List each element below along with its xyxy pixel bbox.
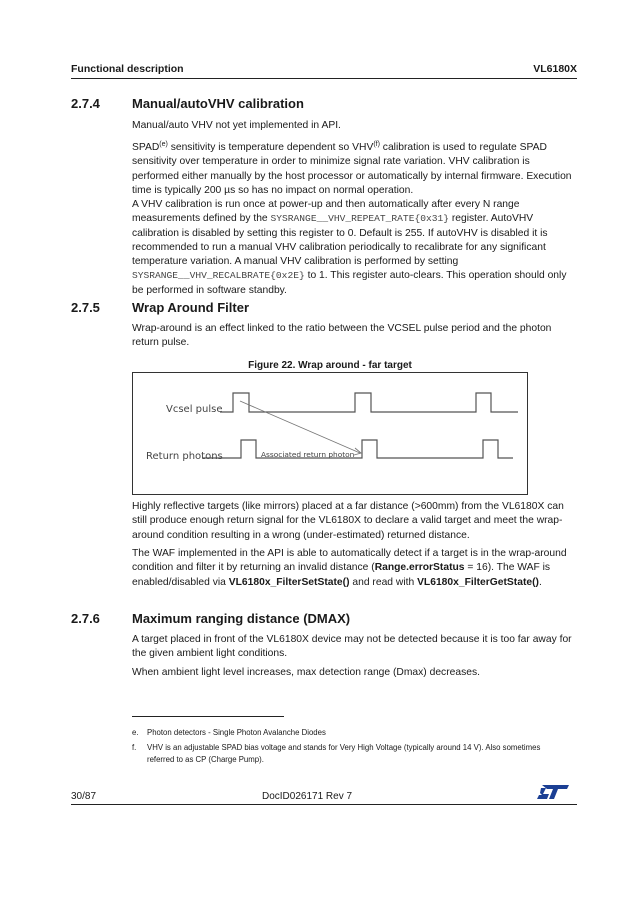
text-run: = 16). The WAF is enabled/disabled via bbox=[132, 562, 551, 588]
footnote-mark: f. bbox=[132, 743, 137, 752]
paragraph bbox=[132, 666, 572, 680]
running-header-section: Functional description bbox=[71, 63, 184, 75]
text-run: The WAF implemented in the API is able to automatically detect if a target is in the wrap-around condition and filter it by returning an invalid distance ( bbox=[132, 548, 567, 574]
return-photons-trace bbox=[202, 440, 513, 458]
text-run: to 1. This register auto-clears. This operation should only be performed in software standby. bbox=[132, 270, 567, 296]
section-title: Wrap Around Filter bbox=[132, 300, 249, 315]
footnote-rule bbox=[132, 716, 284, 717]
vcsel-label: Vcsel pulse bbox=[166, 404, 223, 415]
text-run: register. AutoVHV calibration is disabled by setting this register to 0. Default is 255. If autoVHV is disabled it is recommended to run a manual VHV calibration periodically to recalibrate for any significant temperature variation. A manual VHV calibration is performed by setting bbox=[132, 213, 548, 268]
register-name: SYSRANGE__VHV_RECALBRATE{0x2E} bbox=[132, 270, 305, 282]
footnote-ref-f[interactable]: (f) bbox=[373, 141, 380, 148]
figure-caption: Figure 22. Wrap around - far target bbox=[248, 360, 412, 371]
wrap-around-diagram bbox=[132, 372, 528, 495]
section-number: 2.7.6 bbox=[71, 611, 100, 626]
doc-id: DocID026171 Rev 7 bbox=[262, 791, 353, 802]
st-logo-icon bbox=[536, 784, 570, 800]
text-run: calibration is used to regulate SPAD sensitivity over temperature in order to minimize signal rate variation. VHV calibration is performed either manually by the host processor or automatically by internal firmware. Execution time is typically 200 µs so has no impact on normal operation. bbox=[132, 142, 572, 196]
paragraph-text: A target placed in front of the VL6180X device may not be detected because it is too far away for the given ambient light conditions. bbox=[132, 634, 572, 660]
text-run: A VHV calibration is run once at power-up and then automatically after every N range measurements defined by the bbox=[132, 199, 520, 225]
return-photons-label: Return photons bbox=[146, 451, 223, 462]
paragraph bbox=[132, 141, 572, 198]
api-function: VL6180x_FilterGetState() bbox=[417, 576, 539, 588]
association-arrow bbox=[240, 401, 360, 453]
paragraph bbox=[132, 547, 572, 590]
text-run: SPAD bbox=[132, 142, 160, 153]
paragraph-text: Wrap-around is an effect linked to the ratio between the VCSEL pulse period and the photon return pulse. bbox=[132, 323, 552, 349]
running-header-product: VL6180X bbox=[533, 63, 577, 75]
footnote-mark: e. bbox=[132, 728, 139, 737]
paragraph bbox=[132, 500, 572, 543]
paragraph bbox=[132, 198, 572, 298]
section-number: 2.7.5 bbox=[71, 300, 100, 315]
text-run: sensitivity is temperature dependent so VHV bbox=[167, 142, 374, 153]
footnote-text: Photon detectors - Single Photon Avalanche Diodes bbox=[147, 728, 326, 737]
paragraph bbox=[132, 322, 572, 351]
api-field: Range.errorStatus bbox=[374, 562, 465, 574]
paragraph bbox=[132, 119, 572, 133]
footnote-text: VHV is an adjustable SPAD bias voltage and stands for Very High Voltage (typically around 14 V). Also sometimes referred to as CP (Charge Pump). bbox=[147, 743, 541, 764]
section-title: Maximum ranging distance (DMAX) bbox=[132, 611, 351, 626]
associated-return-label: Associated return photon bbox=[261, 450, 355, 459]
paragraph-text: When ambient light level increases, max detection range (Dmax) decreases. bbox=[132, 667, 480, 678]
paragraph bbox=[132, 633, 572, 662]
text-run: and read with bbox=[349, 576, 418, 588]
register-name: SYSRANGE__VHV_REPEAT_RATE{0x31} bbox=[270, 213, 449, 225]
timing-diagram bbox=[133, 373, 527, 494]
section-number: 2.7.4 bbox=[71, 96, 100, 111]
footer-rule bbox=[71, 804, 577, 805]
vcsel-pulse-trace bbox=[220, 393, 518, 412]
section-title: Manual/autoVHV calibration bbox=[132, 96, 304, 111]
api-function: VL6180x_FilterSetState() bbox=[228, 576, 350, 588]
paragraph-text: Highly reflective targets (like mirrors) placed at a far distance (>600mm) from the VL6180X can still produce enough return signal for the VL6180X to declare a valid target and meet the wrap-around condition resulting in a wrong (under-estimated) returned distance. bbox=[132, 501, 564, 541]
header-rule bbox=[71, 78, 577, 79]
text-run: . bbox=[538, 576, 542, 588]
footnote-ref-e[interactable]: (e) bbox=[159, 141, 168, 148]
paragraph-text: Manual/auto VHV not yet implemented in API. bbox=[132, 120, 341, 131]
page-number: 30/87 bbox=[71, 791, 97, 802]
